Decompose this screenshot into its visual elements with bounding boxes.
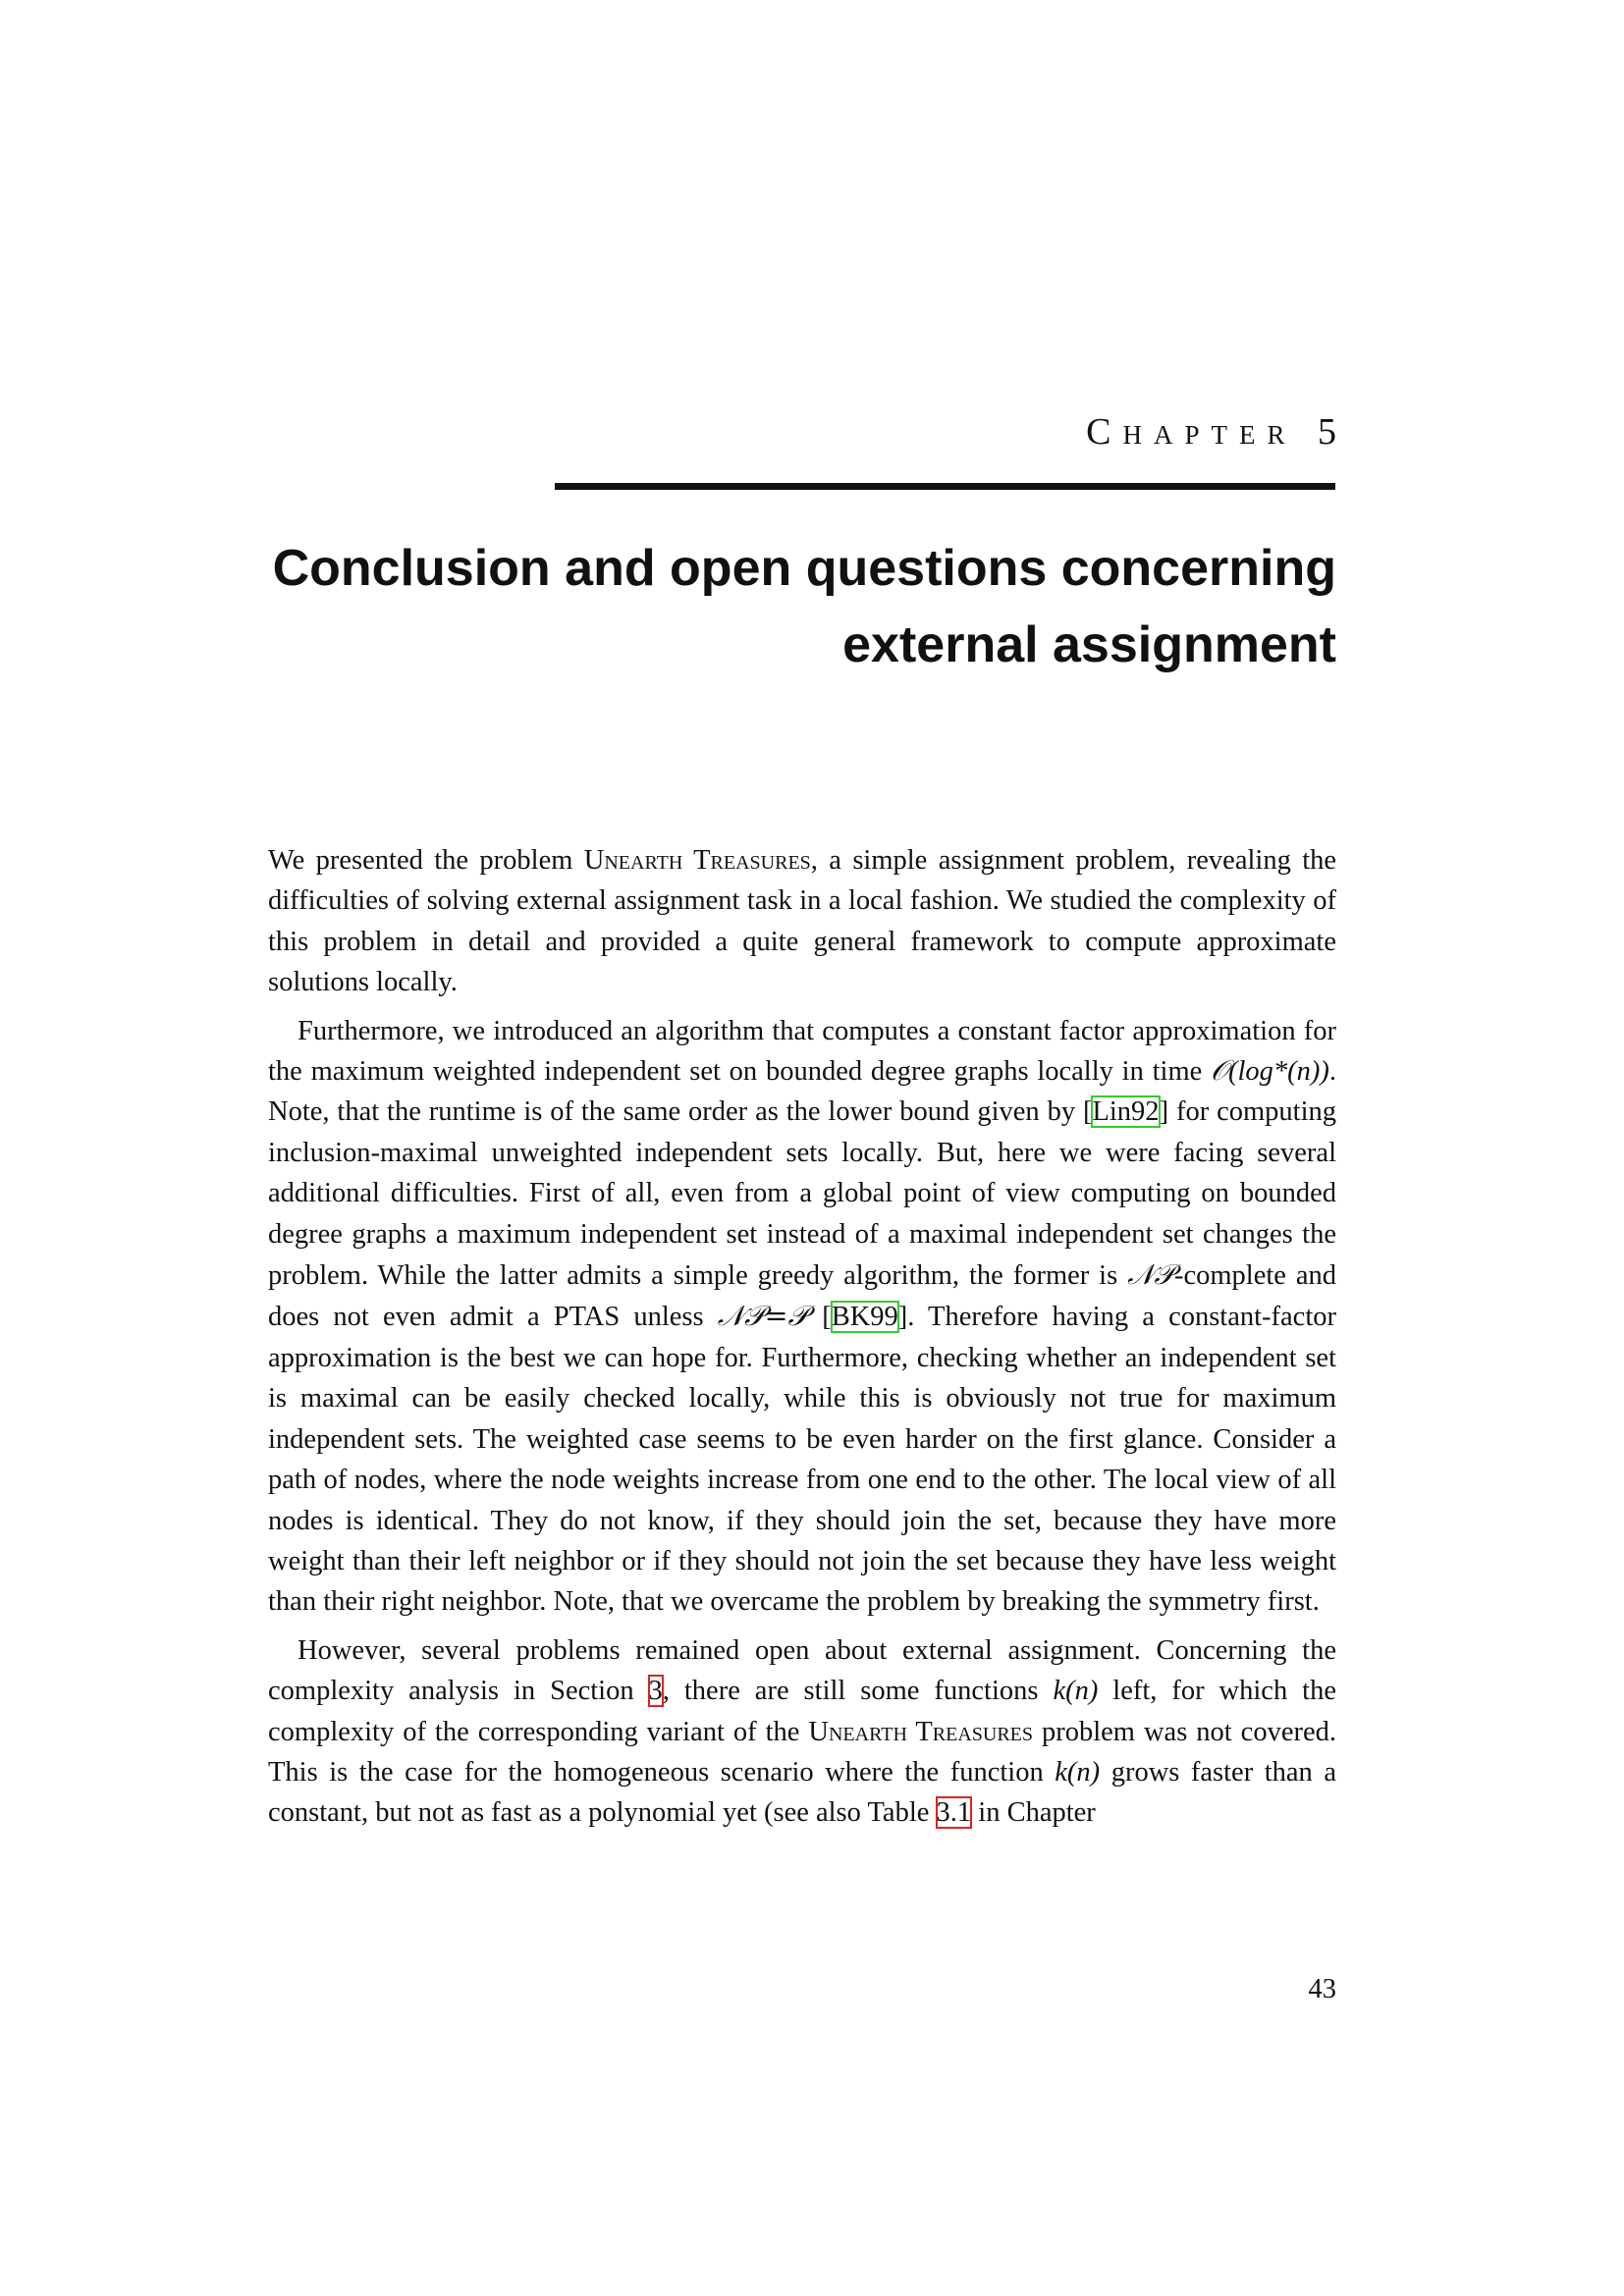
math-runtime: 𝒪(log*(n)) xyxy=(1211,1056,1329,1088)
page-number: 43 xyxy=(1308,1974,1336,2004)
text-run: ] for computing inclusion-maximal unweighted independent sets locally. But, here we were facing several additional difficulties. First of all, even from a global point of view computing on bounded degree graphs a maximum independent set instead of a maximal independent set changes the problem. While the latter admits a simple greedy algorithm, the former is xyxy=(268,1096,1336,1292)
text-run: , a simple assignment problem, revealing the difficulties of solving external assignment task in a local fashion. We studied the complexity of this problem in detail and provided a quite general framework to compute approximate solutions locally. xyxy=(268,845,1337,998)
table-reference-3-1[interactable]: 3.1 xyxy=(936,1797,972,1829)
problem-name: Unearth Treasures xyxy=(583,845,811,876)
paragraph-1 xyxy=(268,840,1336,1003)
text-run: We presented the problem xyxy=(268,845,584,876)
text-run: . Note, that the runtime is of the same order as the lower bound given by [ xyxy=(268,1056,1336,1128)
chapter-rule xyxy=(555,483,1335,490)
text-run: [ xyxy=(808,1302,832,1333)
chapter-title-line-1: Conclusion and open questions concerning xyxy=(272,540,1336,597)
paragraph-3 xyxy=(268,1630,1336,1834)
paragraph-2 xyxy=(268,1011,1336,1623)
problem-name: Unearth Treasures xyxy=(808,1716,1034,1747)
text-run: grows faster than a constant, but not as fast as a polynomial yet (see also Table xyxy=(268,1756,1337,1829)
text-run: problem was not covered. This is the case for the homogeneous scenario where the function xyxy=(268,1716,1336,1788)
text-run: left, for which the complexity of the corresponding variant of the xyxy=(268,1676,1336,1747)
chapter-title-line-2: external assignment xyxy=(842,616,1336,673)
math-np-equals-p: 𝒩𝒫=𝒫 xyxy=(717,1300,809,1333)
section-reference-3[interactable]: 3 xyxy=(648,1676,663,1707)
text-run: in Chapter xyxy=(971,1797,1096,1829)
body-text xyxy=(268,840,1336,1834)
text-run: ]. Therefore having a constant-factor approximation is the best we can hope for. Furthermore, checking whether an independent set is maximal can be easily checked locally, while this is obviously not true for maximum independent sets. The weighted case seems to be even harder on the first glance. Consider a path of nodes, where the node weights increase from one end to the other. The local view of all nodes is identical. They do not know, if they should join the set, because they have more weight than their left neighbor or if they should not join the set because they have less weight than their right neighbor. Note, that we overcame the problem by breaking the symmetry first. xyxy=(268,1302,1336,1618)
text-run: -complete and does not even admit a PTAS unless xyxy=(268,1260,1336,1333)
math-np: 𝒩𝒫 xyxy=(1127,1258,1174,1292)
text-run: Furthermore, we introduced an algorithm that computes a constant factor approximation for the maximum weighted independent set on bounded degree graphs locally in time xyxy=(268,1015,1336,1088)
text-run: , there are still some functions xyxy=(662,1676,1054,1707)
citation-lin92[interactable]: Lin92 xyxy=(1092,1096,1160,1128)
chapter-label xyxy=(1086,410,1336,454)
chapter-number: 5 xyxy=(1318,411,1336,453)
citation-bk99[interactable]: BK99 xyxy=(831,1302,898,1333)
math-k-of-n: k(n) xyxy=(1053,1676,1099,1707)
chapter-title xyxy=(268,530,1336,683)
text-run: However, several problems remained open about external assignment. Concerning the complexity analysis in Section xyxy=(268,1634,1336,1707)
chapter-label-word: Chapter xyxy=(1086,411,1297,453)
math-k-of-n: k(n) xyxy=(1055,1756,1101,1788)
